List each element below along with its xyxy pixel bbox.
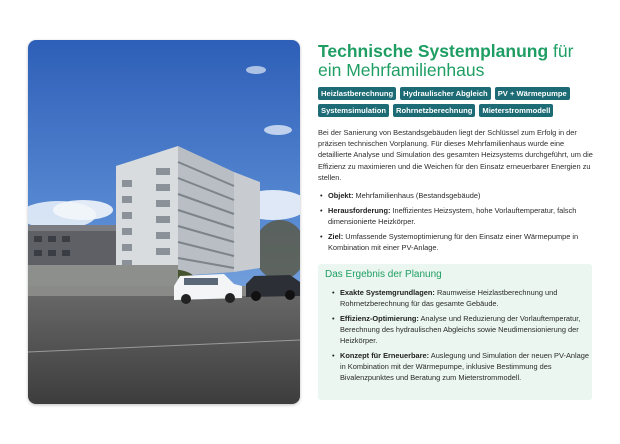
result-text: Analyse und Reduzierung der Vorlauftemperatur, Berechnung des hydraulischen Abgleichs sowie Neudimensionierung der Heizkörper. [340, 314, 581, 345]
detail-text: Mehrfamilienhaus (Bestandsgebäude) [353, 191, 481, 201]
page-title [318, 42, 600, 80]
list-item [340, 313, 590, 346]
tag-mieterstrom: Mieterstrommodell [479, 104, 553, 117]
title-strong: Technische Systemplanung [318, 41, 549, 61]
result-text: Raumweise Heizlastberechnung und Rohrnetzberechnung für das gesamte Gebäude. [340, 288, 558, 308]
result-box [318, 264, 592, 400]
tag-hydraulik: Hydraulischer Abgleich [400, 87, 491, 100]
building-photo [28, 40, 300, 404]
tag-heizlast: Heizlastberechnung [318, 87, 396, 100]
project-details-list [318, 190, 600, 253]
tag-pv-waermepumpe: PV + Wärmepumpe [495, 87, 570, 100]
list-item [340, 287, 590, 309]
tag-systemsimulation: Systemsimulation [318, 104, 389, 117]
tag-rohrnetz: Rohrnetzberechnung [393, 104, 475, 117]
result-label: Exakte Systemgrundlagen: [340, 288, 435, 297]
list-item [340, 350, 590, 383]
tag-list [318, 87, 593, 117]
result-label: Konzept für Erneuerbare: [340, 351, 430, 360]
result-text: Auslegung und Simulation der neuen PV-Anlage in Kombination mit der Wärmepumpe, inklusive Bestimmung des Bivalenzpunktes und Beratung zum Mieterstrommodell. [340, 351, 589, 382]
title-line2: ein Mehrfamilienhaus [318, 60, 485, 80]
list-item [328, 205, 600, 227]
list-item [328, 231, 600, 253]
detail-text: Ineffizientes Heizsystem, hohe Vorlauftemperatur, falsch dimensionierte Heizkörper. [328, 206, 577, 227]
result-title: Das Ergebnis der Planung [325, 269, 442, 280]
intro-paragraph: Bei der Sanierung von Bestandsgebäuden liegt der Schlüssel zum Erfolg in der präzisen technischen Vorplanung. Für dieses Mehrfamilienhaus wurde eine detaillierte Analyse und Simulation des gesamten Heizsystems durchgeführt, um die Effizienz zu maximieren und die Weichen für den Einsatz erneuerbarer Energien zu stellen. [318, 128, 593, 182]
title-rest: für [553, 41, 574, 61]
detail-label: Ziel: [328, 232, 344, 242]
detail-label: Objekt: [328, 191, 354, 201]
result-label: Effizienz-Optimierung: [340, 314, 419, 323]
detail-text: Umfassende Systemoptimierung für den Einsatz einer Wärmepumpe in Kombination mit einer PV-Anlage. [328, 232, 579, 253]
result-list [330, 287, 590, 387]
list-item [328, 190, 600, 201]
detail-label: Herausforderung: [328, 206, 391, 216]
